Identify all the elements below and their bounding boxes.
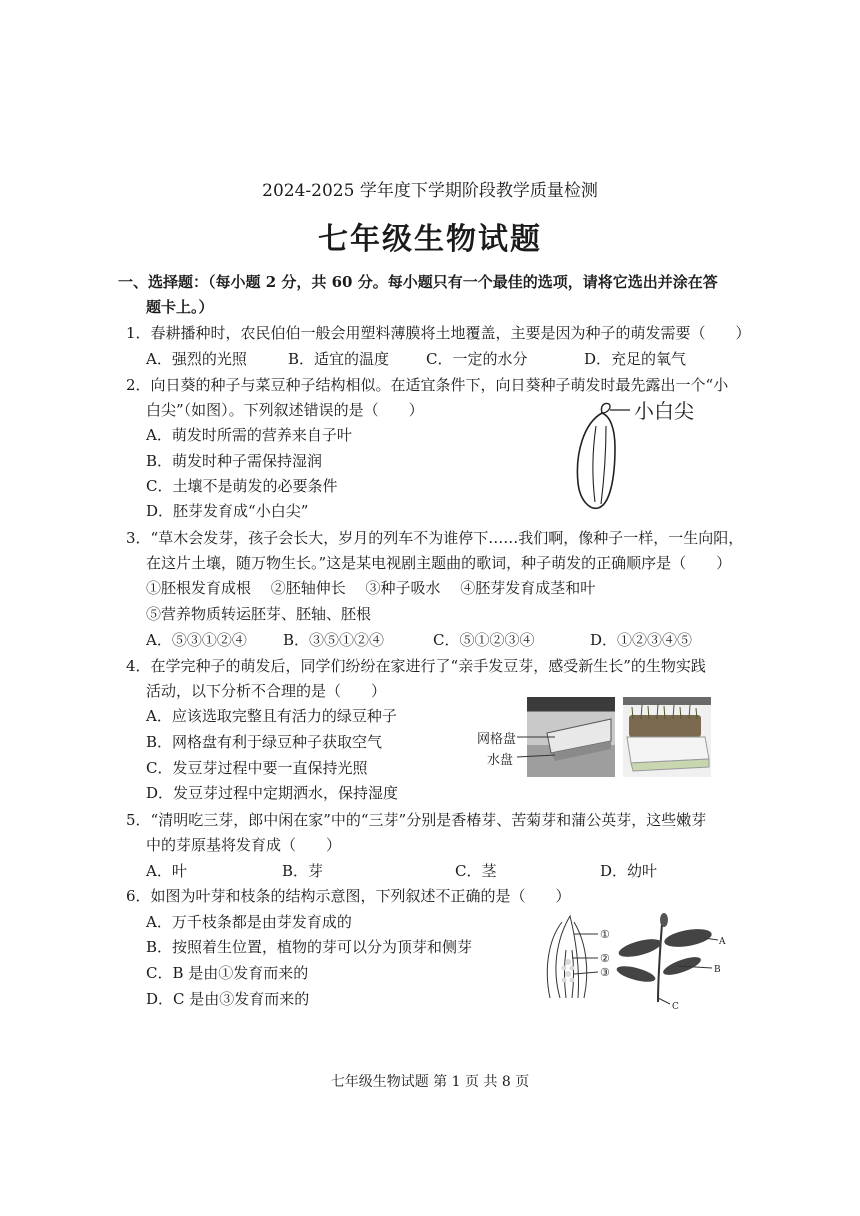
q3-option-d: D．①②③④⑤ <box>590 631 693 649</box>
label-A: A <box>719 937 726 947</box>
exam-title: 七年级生物试题 <box>318 222 542 257</box>
q5-option-d: D．幼叶 <box>600 862 658 880</box>
sunflower-seed-figure <box>560 398 720 518</box>
q5-option-b: B．芽 <box>282 862 324 880</box>
q2-option-c: C．土壤不是萌发的必要条件 <box>146 477 338 495</box>
q1-option-c: C．一定的水分 <box>426 350 528 368</box>
q5-stem-line2: 中的芽原基将发育成（ ） <box>146 836 342 854</box>
page-footer: 七年级生物试题 第 1 页 共 8 页 <box>330 1074 530 1090</box>
q4-stem-line1: 4．在学完种子的萌发后，同学们纷纷在家进行了“亲手发豆芽，感受新生长”的生物实践 <box>126 657 706 675</box>
q2-option-a: A．萌发时所需的营养来自子叶 <box>146 426 352 444</box>
q3-stem-line2: 在这片土壤，随万物生长。”这是某电视剧主题曲的歌词，种子萌发的正确顺序是（ ） <box>146 554 732 572</box>
q6-stem: 6．如图为叶芽和枝条的结构示意图，下列叙述不正确的是（ ） <box>126 887 571 905</box>
bud-branch-figure <box>540 910 730 1010</box>
label-1: ① <box>600 928 610 941</box>
q1-stem: 1．春耕播种时，农民伯伯一般会用塑料薄膜将土地覆盖，主要是因为种子的萌发需要（ ） <box>126 324 751 342</box>
seed-tip <box>601 403 610 413</box>
section-heading: 一、选择题：（每小题 2 分，共 60 分。每小题只有一个最佳的选项，请将它选出并涂在答 <box>118 273 718 291</box>
q3-steps-line1: ①胚根发育成根 ②胚轴伸长 ③种子吸水 ④胚芽发育成茎和叶 <box>146 579 596 597</box>
q5-stem-line1: 5．“清明吃三芽，郎中闲在家”中的“三芽”分别是香椿芽、苦菊芽和蒲公英芽，这些嫩芽 <box>126 811 707 829</box>
q4-stem-line2: 活动，以下分析不合理的是（ ） <box>146 682 387 700</box>
label-water-tray: 水盘 <box>487 753 514 768</box>
q5-option-a: A．叶 <box>146 862 187 880</box>
label-3: ③ <box>600 966 610 979</box>
label-2: ② <box>600 952 610 965</box>
q6-option-c: C．B 是由①发育而来的 <box>146 964 309 982</box>
seed-stripe <box>593 426 596 502</box>
q1-option-a: A．强烈的光照 <box>146 350 247 368</box>
q2-option-d: D．胚芽发育成“小白尖” <box>146 502 309 520</box>
q2-stem-line1: 2．向日葵的种子与菜豆种子结构相似。在适宜条件下，向日葵种子萌发时最先露出一个“小 <box>126 376 729 394</box>
q3-option-a: A．⑤③①②④ <box>146 631 247 649</box>
label-C: C <box>672 1002 679 1010</box>
q5-option-c: C．茎 <box>455 862 497 880</box>
label-leaders <box>517 730 557 760</box>
q6-option-a: A．万千枝条都是由芽发育成的 <box>146 913 352 931</box>
q3-steps-line2: ⑤营养物质转运胚芽、胚轴、胚根 <box>146 605 372 623</box>
q3-option-b: B．③⑤①②④ <box>283 631 385 649</box>
q6-option-b: B．按照着生位置，植物的芽可以分为顶芽和侧芽 <box>146 938 473 956</box>
bud-growth-cells <box>562 959 575 983</box>
q6-option-d: D．C 是由③发育而来的 <box>146 990 310 1008</box>
sprouts-sketch <box>623 697 711 777</box>
branch-diagram <box>615 913 713 1002</box>
exam-subtitle: 2024-2025 学年度下学期阶段教学质量检测 <box>262 181 598 201</box>
leaf-bud-diagram <box>547 916 586 998</box>
q4-option-b: B．网格盘有利于绿豆种子获取空气 <box>146 733 383 751</box>
q1-option-b: B．适宜的温度 <box>288 350 390 368</box>
label-B: B <box>714 965 721 975</box>
q4-option-d: D．发豆芽过程中定期洒水，保持湿度 <box>146 784 399 802</box>
q4-option-c: C．发豆芽过程中要一直保持光照 <box>146 759 368 777</box>
seed-stripe <box>601 426 606 504</box>
q1-option-d: D．充足的氧气 <box>584 350 687 368</box>
q3-stem-line1: 3．“草木会发芽，孩子会长大，岁月的列车不为谁停下……我们啊，像种子一样，一生向阳， <box>126 529 744 547</box>
q4-option-a: A．应该选取完整且有活力的绿豆种子 <box>146 707 397 725</box>
label-grid-tray: 网格盘 <box>477 732 517 747</box>
q2-stem-line2: 白尖”（如图）。下列叙述错误的是（ ） <box>146 401 424 419</box>
q3-option-c: C．⑤①②③④ <box>433 631 535 649</box>
section-heading-cont: 题卡上。） <box>146 298 214 316</box>
figure-label-tip: 小白尖 <box>634 399 694 423</box>
q2-option-b: B．萌发时种子需保持湿润 <box>146 452 323 470</box>
